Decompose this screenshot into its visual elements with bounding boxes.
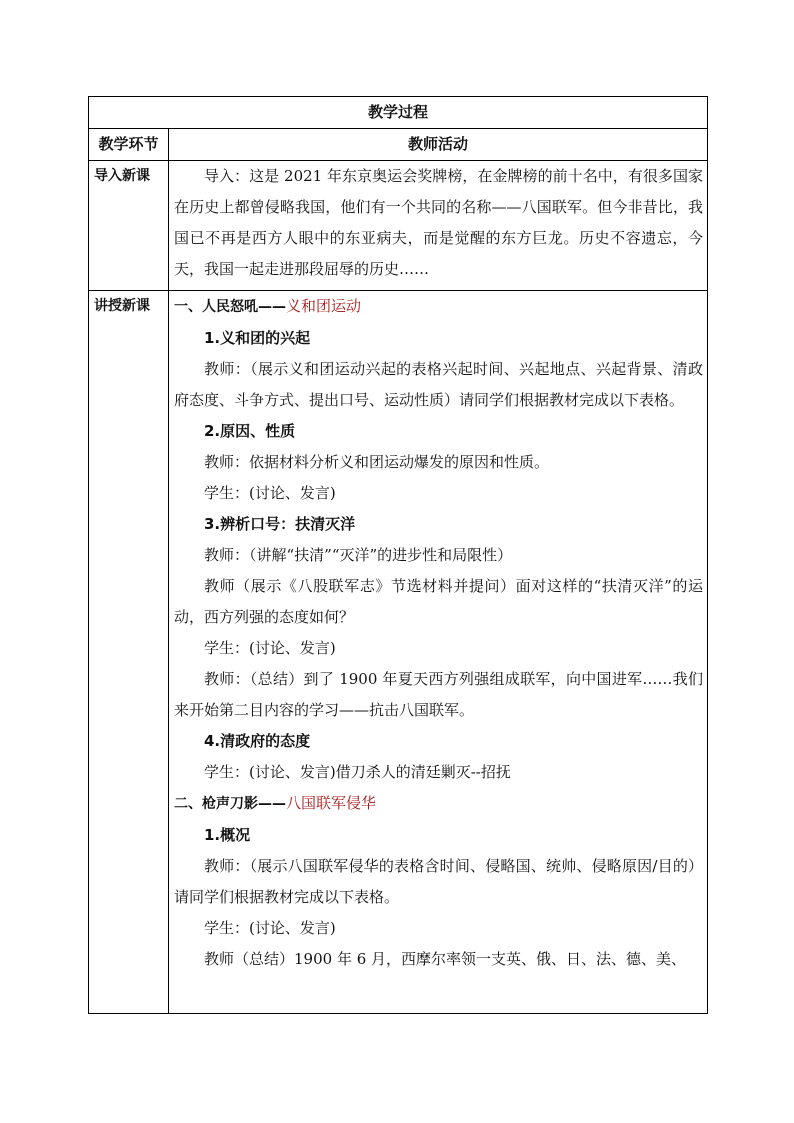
subsection-heading: 3.辨析口号：扶清灭洋 bbox=[204, 515, 356, 533]
table-title-row bbox=[89, 97, 708, 129]
table-title: 教学过程 bbox=[89, 97, 708, 129]
table-row bbox=[89, 161, 708, 291]
paragraph: 教师（总结）1900 年 6 月，西摩尔率领一支英、俄、日、法、德、美、 bbox=[204, 950, 687, 968]
activity-lesson bbox=[169, 291, 708, 1014]
subsection-heading: 1.义和团的兴起 bbox=[204, 329, 311, 347]
section-1-highlight: 义和团运动 bbox=[286, 297, 362, 315]
stage-intro: 导入新课 bbox=[89, 161, 169, 291]
paragraph: 教师（展示《八股联军志》节选材料并提问）面对这样的“扶清灭洋”的运动，西方列强的态度如何？ bbox=[174, 577, 704, 626]
paragraph: 教师：（讲解“扶清”“灭洋”的进步性和局限性） bbox=[204, 546, 513, 564]
paragraph: 教师：（总结）到了 1900 年夏天西方列强组成联军，向中国进军……我们来开始第二目内容的学习——抗击八国联军。 bbox=[174, 670, 704, 719]
section-1-heading: 一、人民怒吼——义和团运动 bbox=[174, 297, 362, 315]
stage-lesson: 讲授新课 bbox=[89, 291, 169, 1014]
activity-intro bbox=[169, 161, 708, 291]
paragraph: 学生：(讨论、发言) bbox=[204, 484, 336, 502]
paragraph: 学生：(讨论、发言) bbox=[204, 639, 336, 657]
teaching-process-table bbox=[88, 96, 708, 1014]
subsection-heading: 1.概况 bbox=[204, 826, 251, 844]
section-2-heading: 二、枪声刀影——八国联军侵华 bbox=[174, 794, 377, 812]
paragraph: 教师：依据材料分析义和团运动爆发的原因和性质。 bbox=[204, 453, 550, 471]
paragraph: 教师：（展示义和团运动兴起的表格兴起时间、兴起地点、兴起背景、清政府态度、斗争方式、提出口号、运动性质）请同学们根据教材完成以下表格。 bbox=[174, 360, 704, 409]
subsection-heading: 4.清政府的态度 bbox=[204, 732, 311, 750]
paragraph: 教师：（展示八国联军侵华的表格含时间、侵略国、统帅、侵略原因/目的）请同学们根据教材完成以下表格。 bbox=[174, 857, 704, 906]
section-2-highlight: 八国联军侵华 bbox=[286, 794, 377, 812]
intro-text: 导入：这是 2021 年东京奥运会奖牌榜，在金牌榜的前十名中，有很多国家在历史上都曾侵略我国，他们有一个共同的名称——八国联军。但今非昔比，我国已不再是西方人眼中的东亚病夫，而是觉醒的东方巨龙。历史不容遗忘，今天，我国一起走进那段屈辱的历史…… bbox=[174, 167, 704, 278]
paragraph: 学生：(讨论、发言) bbox=[204, 919, 336, 937]
subsection-heading: 2.原因、性质 bbox=[204, 422, 296, 440]
header-activity: 教师活动 bbox=[169, 129, 708, 161]
table-row bbox=[89, 291, 708, 1014]
header-stage: 教学环节 bbox=[89, 129, 169, 161]
table-header-row bbox=[89, 129, 708, 161]
paragraph: 学生：(讨论、发言)借刀杀人的清廷剿灭--招抚 bbox=[204, 763, 511, 781]
